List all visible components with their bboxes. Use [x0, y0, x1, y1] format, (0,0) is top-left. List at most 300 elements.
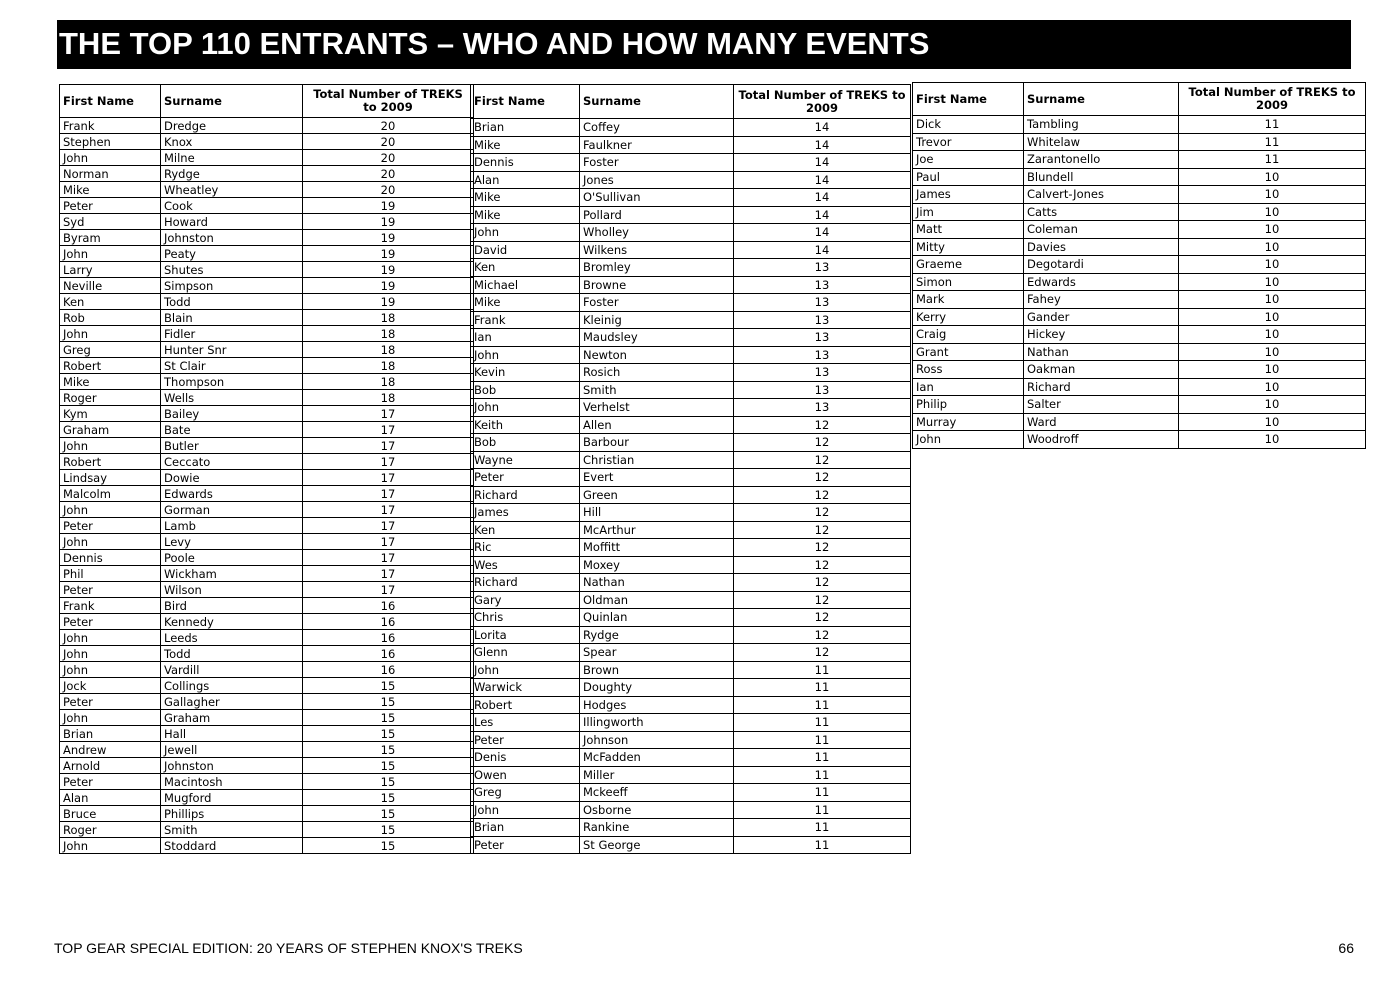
total-treks-cell: 13	[734, 276, 911, 294]
first-name-cell: Norman	[60, 166, 161, 182]
first-name-cell: Richard	[471, 486, 580, 504]
table-row	[60, 134, 474, 150]
first-name-cell: Les	[471, 714, 580, 732]
first-name-cell: Ian	[471, 329, 580, 347]
total-treks-cell: 19	[303, 262, 474, 278]
surname-cell: Salter	[1024, 396, 1179, 414]
first-name-cell: Dennis	[60, 550, 161, 566]
surname-cell: Knox	[161, 134, 303, 150]
first-name-cell: Robert	[60, 358, 161, 374]
surname-cell: Peaty	[161, 246, 303, 262]
table-row	[471, 679, 911, 697]
table-row	[60, 662, 474, 678]
table-row	[471, 119, 911, 137]
table-row	[471, 346, 911, 364]
surname-cell: Poole	[161, 550, 303, 566]
surname-cell: Blain	[161, 310, 303, 326]
surname-cell: Hodges	[580, 696, 734, 714]
surname-cell: Foster	[580, 294, 734, 312]
surname-cell: Bailey	[161, 406, 303, 422]
first-name-cell: James	[471, 504, 580, 522]
total-treks-cell: 17	[303, 422, 474, 438]
first-name-cell: John	[60, 630, 161, 646]
surname-cell: Rydge	[580, 626, 734, 644]
total-treks-cell: 15	[303, 790, 474, 806]
first-name-cell: Mark	[913, 291, 1024, 309]
total-treks-cell: 10	[1179, 343, 1366, 361]
table-row	[60, 230, 474, 246]
total-treks-cell: 10	[1179, 186, 1366, 204]
total-treks-cell: 12	[734, 626, 911, 644]
first-name-cell: John	[471, 346, 580, 364]
total-treks-cell: 14	[734, 241, 911, 259]
table-row	[471, 504, 911, 522]
table-row	[471, 224, 911, 242]
first-name-cell: Mike	[471, 189, 580, 207]
total-treks-cell: 12	[734, 416, 911, 434]
total-treks-cell: 15	[303, 838, 474, 854]
total-treks-cell: 14	[734, 224, 911, 242]
first-name-cell: Bob	[471, 381, 580, 399]
surname-cell: Maudsley	[580, 329, 734, 347]
total-treks-cell: 11	[734, 766, 911, 784]
total-treks-cell: 15	[303, 678, 474, 694]
total-treks-cell: 12	[734, 574, 911, 592]
surname-cell: Doughty	[580, 679, 734, 697]
surname-cell: Butler	[161, 438, 303, 454]
first-name-cell: John	[471, 801, 580, 819]
total-treks-cell: 13	[734, 364, 911, 382]
surname-cell: Wilkens	[580, 241, 734, 259]
total-treks-cell: 12	[734, 486, 911, 504]
surname-cell: Coleman	[1024, 221, 1179, 239]
table-row	[471, 819, 911, 837]
total-treks-cell: 11	[1179, 133, 1366, 151]
first-name-cell: Malcolm	[60, 486, 161, 502]
surname-cell: Evert	[580, 469, 734, 487]
surname-cell: Moxey	[580, 556, 734, 574]
surname-cell: Tambling	[1024, 116, 1179, 134]
total-treks-cell: 12	[734, 434, 911, 452]
table-row	[913, 133, 1366, 151]
total-treks-cell: 17	[303, 534, 474, 550]
surname-cell: Howard	[161, 214, 303, 230]
total-treks-cell: 11	[734, 784, 911, 802]
table-row	[60, 630, 474, 646]
total-treks-cell: 12	[734, 591, 911, 609]
surname-cell: Macintosh	[161, 774, 303, 790]
total-treks-cell: 19	[303, 214, 474, 230]
table-row	[471, 469, 911, 487]
table-row	[913, 186, 1366, 204]
total-treks-cell: 14	[734, 119, 911, 137]
entrants-table-2	[470, 84, 911, 854]
first-name-cell: Wes	[471, 556, 580, 574]
first-name-cell: Peter	[471, 731, 580, 749]
total-treks-cell: 17	[303, 438, 474, 454]
first-name-cell: Mike	[60, 374, 161, 390]
surname-cell: Illingworth	[580, 714, 734, 732]
table-row	[913, 168, 1366, 186]
table-row	[471, 276, 911, 294]
first-name-cell: Philip	[913, 396, 1024, 414]
surname-cell: Rosich	[580, 364, 734, 382]
first-name-cell: Lindsay	[60, 470, 161, 486]
table-row	[471, 661, 911, 679]
table-row	[913, 431, 1366, 449]
surname-cell: Johnson	[580, 731, 734, 749]
total-treks-cell: 19	[303, 294, 474, 310]
first-name-cell: Mitty	[913, 238, 1024, 256]
surname-cell: Brown	[580, 661, 734, 679]
surname-cell: Edwards	[161, 486, 303, 502]
table-row	[60, 422, 474, 438]
table-row	[60, 486, 474, 502]
surname-cell: Gallagher	[161, 694, 303, 710]
table-row	[471, 136, 911, 154]
total-treks-cell: 15	[303, 694, 474, 710]
surname-cell: Coffey	[580, 119, 734, 137]
entrants-table-3	[912, 82, 1366, 449]
page-number: 66	[1338, 940, 1354, 956]
total-treks-cell: 11	[734, 801, 911, 819]
table-row	[60, 294, 474, 310]
surname-cell: Hunter Snr	[161, 342, 303, 358]
total-treks-header: Total Number of TREKS to 2009	[303, 85, 474, 118]
surname-cell: Hickey	[1024, 326, 1179, 344]
first-name-cell: Paul	[913, 168, 1024, 186]
total-treks-cell: 10	[1179, 221, 1366, 239]
first-name-cell: John	[60, 438, 161, 454]
first-name-cell: John	[60, 326, 161, 342]
table-row	[471, 626, 911, 644]
table-row	[471, 171, 911, 189]
table-row	[471, 189, 911, 207]
surname-cell: Wheatley	[161, 182, 303, 198]
surname-cell: Browne	[580, 276, 734, 294]
first-name-cell: John	[60, 534, 161, 550]
total-treks-cell: 10	[1179, 378, 1366, 396]
first-name-cell: Chris	[471, 609, 580, 627]
table-row	[60, 646, 474, 662]
table-row	[60, 326, 474, 342]
surname-header: Surname	[1024, 83, 1179, 116]
total-treks-cell: 11	[1179, 151, 1366, 169]
first-name-cell: Larry	[60, 262, 161, 278]
surname-cell: Leeds	[161, 630, 303, 646]
surname-cell: Kennedy	[161, 614, 303, 630]
table-row	[471, 836, 911, 854]
first-name-cell: David	[471, 241, 580, 259]
first-name-cell: Simon	[913, 273, 1024, 291]
table-row	[471, 591, 911, 609]
surname-cell: Stoddard	[161, 838, 303, 854]
surname-cell: Degotardi	[1024, 256, 1179, 274]
first-name-cell: Brian	[60, 726, 161, 742]
total-treks-cell: 17	[303, 406, 474, 422]
first-name-cell: Wayne	[471, 451, 580, 469]
total-treks-cell: 15	[303, 758, 474, 774]
table-row	[913, 361, 1366, 379]
first-name-cell: Grant	[913, 343, 1024, 361]
surname-cell: McArthur	[580, 521, 734, 539]
total-treks-cell: 15	[303, 726, 474, 742]
total-treks-cell: 19	[303, 198, 474, 214]
table-header-row	[60, 85, 474, 118]
total-treks-cell: 17	[303, 454, 474, 470]
surname-cell: Gorman	[161, 502, 303, 518]
total-treks-cell: 12	[734, 556, 911, 574]
surname-cell: Whitelaw	[1024, 133, 1179, 151]
total-treks-cell: 16	[303, 646, 474, 662]
surname-cell: Collings	[161, 678, 303, 694]
total-treks-cell: 10	[1179, 238, 1366, 256]
table-row	[60, 262, 474, 278]
table-row	[471, 539, 911, 557]
table-row	[60, 390, 474, 406]
table-row	[471, 731, 911, 749]
surname-cell: Verhelst	[580, 399, 734, 417]
total-treks-cell: 17	[303, 486, 474, 502]
surname-cell: Dowie	[161, 470, 303, 486]
table-row	[60, 726, 474, 742]
total-treks-cell: 10	[1179, 413, 1366, 431]
first-name-cell: Denis	[471, 749, 580, 767]
table-row	[60, 374, 474, 390]
table-row	[913, 291, 1366, 309]
first-name-cell: Ian	[913, 378, 1024, 396]
surname-cell: Ceccato	[161, 454, 303, 470]
total-treks-cell: 17	[303, 566, 474, 582]
first-name-cell: John	[471, 224, 580, 242]
first-name-cell: Frank	[60, 118, 161, 134]
surname-cell: Kleinig	[580, 311, 734, 329]
table-row	[913, 256, 1366, 274]
table-row	[60, 598, 474, 614]
table-row	[471, 241, 911, 259]
first-name-cell: Syd	[60, 214, 161, 230]
surname-cell: St George	[580, 836, 734, 854]
table-row	[60, 550, 474, 566]
table-row	[471, 311, 911, 329]
first-name-cell: Dick	[913, 116, 1024, 134]
surname-cell: Zarantonello	[1024, 151, 1179, 169]
surname-cell: Hill	[580, 504, 734, 522]
surname-cell: Todd	[161, 646, 303, 662]
total-treks-cell: 17	[303, 582, 474, 598]
first-name-cell: Keith	[471, 416, 580, 434]
first-name-cell: John	[471, 661, 580, 679]
surname-header: Surname	[161, 85, 303, 118]
table-row	[60, 614, 474, 630]
total-treks-cell: 13	[734, 399, 911, 417]
surname-cell: Faulkner	[580, 136, 734, 154]
first-name-cell: Kevin	[471, 364, 580, 382]
first-name-cell: John	[60, 710, 161, 726]
first-name-cell: John	[913, 431, 1024, 449]
first-name-cell: Roger	[60, 390, 161, 406]
surname-cell: Johnston	[161, 230, 303, 246]
table-row	[471, 609, 911, 627]
first-name-cell: Gary	[471, 591, 580, 609]
first-name-cell: John	[60, 838, 161, 854]
total-treks-cell: 10	[1179, 273, 1366, 291]
first-name-cell: Peter	[471, 836, 580, 854]
table-row	[60, 806, 474, 822]
surname-cell: Graham	[161, 710, 303, 726]
first-name-cell: Peter	[60, 614, 161, 630]
surname-cell: Levy	[161, 534, 303, 550]
first-name-cell: Arnold	[60, 758, 161, 774]
total-treks-cell: 12	[734, 644, 911, 662]
table-row	[913, 151, 1366, 169]
first-name-cell: Rob	[60, 310, 161, 326]
table-row	[471, 749, 911, 767]
table-row	[60, 278, 474, 294]
first-name-cell: Frank	[60, 598, 161, 614]
surname-cell: Jones	[580, 171, 734, 189]
surname-cell: Miller	[580, 766, 734, 784]
first-name-cell: Lorita	[471, 626, 580, 644]
surname-cell: Osborne	[580, 801, 734, 819]
total-treks-cell: 14	[734, 206, 911, 224]
table-row	[60, 694, 474, 710]
surname-cell: Gander	[1024, 308, 1179, 326]
table-row	[60, 678, 474, 694]
total-treks-cell: 13	[734, 329, 911, 347]
first-name-cell: Greg	[471, 784, 580, 802]
surname-cell: Woodroff	[1024, 431, 1179, 449]
table-row	[913, 238, 1366, 256]
table-row	[60, 358, 474, 374]
table-row	[60, 790, 474, 806]
surname-cell: Nathan	[580, 574, 734, 592]
total-treks-cell: 15	[303, 806, 474, 822]
first-name-cell: Warwick	[471, 679, 580, 697]
surname-cell: Cook	[161, 198, 303, 214]
surname-cell: Bate	[161, 422, 303, 438]
surname-cell: Calvert-Jones	[1024, 186, 1179, 204]
first-name-cell: Brian	[471, 119, 580, 137]
total-treks-cell: 20	[303, 150, 474, 166]
table-row	[60, 838, 474, 854]
total-treks-cell: 10	[1179, 291, 1366, 309]
first-name-header: First Name	[60, 85, 161, 118]
surname-cell: Oldman	[580, 591, 734, 609]
table-row	[60, 150, 474, 166]
total-treks-cell: 13	[734, 346, 911, 364]
first-name-cell: Joe	[913, 151, 1024, 169]
table-row	[913, 308, 1366, 326]
total-treks-cell: 16	[303, 598, 474, 614]
total-treks-cell: 18	[303, 342, 474, 358]
table-row	[913, 378, 1366, 396]
surname-cell: Wilson	[161, 582, 303, 598]
surname-cell: Smith	[161, 822, 303, 838]
first-name-cell: Mike	[471, 294, 580, 312]
total-treks-cell: 11	[734, 819, 911, 837]
surname-cell: Barbour	[580, 434, 734, 452]
table-row	[471, 206, 911, 224]
surname-cell: Nathan	[1024, 343, 1179, 361]
first-name-cell: Murray	[913, 413, 1024, 431]
surname-header: Surname	[580, 85, 734, 119]
total-treks-cell: 20	[303, 118, 474, 134]
total-treks-cell: 18	[303, 310, 474, 326]
total-treks-cell: 11	[734, 731, 911, 749]
table-row	[60, 582, 474, 598]
table-row	[60, 342, 474, 358]
total-treks-cell: 11	[734, 714, 911, 732]
surname-cell: Davies	[1024, 238, 1179, 256]
first-name-cell: Peter	[60, 198, 161, 214]
table-row	[60, 166, 474, 182]
table-row	[60, 182, 474, 198]
surname-cell: Allen	[580, 416, 734, 434]
total-treks-cell: 11	[734, 836, 911, 854]
first-name-cell: Ken	[60, 294, 161, 310]
first-name-cell: Phil	[60, 566, 161, 582]
first-name-cell: John	[60, 246, 161, 262]
surname-cell: O'Sullivan	[580, 189, 734, 207]
surname-cell: Wickham	[161, 566, 303, 582]
table-row	[471, 451, 911, 469]
table-row	[471, 364, 911, 382]
total-treks-cell: 13	[734, 259, 911, 277]
first-name-cell: Bob	[471, 434, 580, 452]
table-row	[471, 556, 911, 574]
total-treks-cell: 12	[734, 469, 911, 487]
total-treks-cell: 10	[1179, 308, 1366, 326]
surname-cell: Spear	[580, 644, 734, 662]
surname-cell: Vardill	[161, 662, 303, 678]
first-name-cell: Mike	[60, 182, 161, 198]
surname-cell: Edwards	[1024, 273, 1179, 291]
total-treks-cell: 17	[303, 470, 474, 486]
first-name-cell: Craig	[913, 326, 1024, 344]
total-treks-cell: 10	[1179, 326, 1366, 344]
surname-cell: Fahey	[1024, 291, 1179, 309]
surname-cell: Moffitt	[580, 539, 734, 557]
table-row	[471, 486, 911, 504]
first-name-cell: James	[913, 186, 1024, 204]
entrants-table-1	[59, 84, 474, 854]
table-row	[913, 116, 1366, 134]
total-treks-cell: 17	[303, 502, 474, 518]
first-name-cell: Richard	[471, 574, 580, 592]
first-name-cell: John	[60, 646, 161, 662]
first-name-cell: Peter	[60, 582, 161, 598]
surname-cell: Ward	[1024, 413, 1179, 431]
total-treks-cell: 16	[303, 630, 474, 646]
first-name-cell: Glenn	[471, 644, 580, 662]
total-treks-cell: 14	[734, 171, 911, 189]
total-treks-cell: 20	[303, 166, 474, 182]
total-treks-cell: 18	[303, 390, 474, 406]
surname-cell: Bird	[161, 598, 303, 614]
table-row	[60, 246, 474, 262]
total-treks-cell: 14	[734, 189, 911, 207]
first-name-cell: Byram	[60, 230, 161, 246]
first-name-cell: Frank	[471, 311, 580, 329]
total-treks-cell: 10	[1179, 361, 1366, 379]
first-name-cell: Graham	[60, 422, 161, 438]
total-treks-cell: 20	[303, 134, 474, 150]
surname-cell: Foster	[580, 154, 734, 172]
table-row	[60, 470, 474, 486]
surname-cell: Richard	[1024, 378, 1179, 396]
table-row	[60, 534, 474, 550]
